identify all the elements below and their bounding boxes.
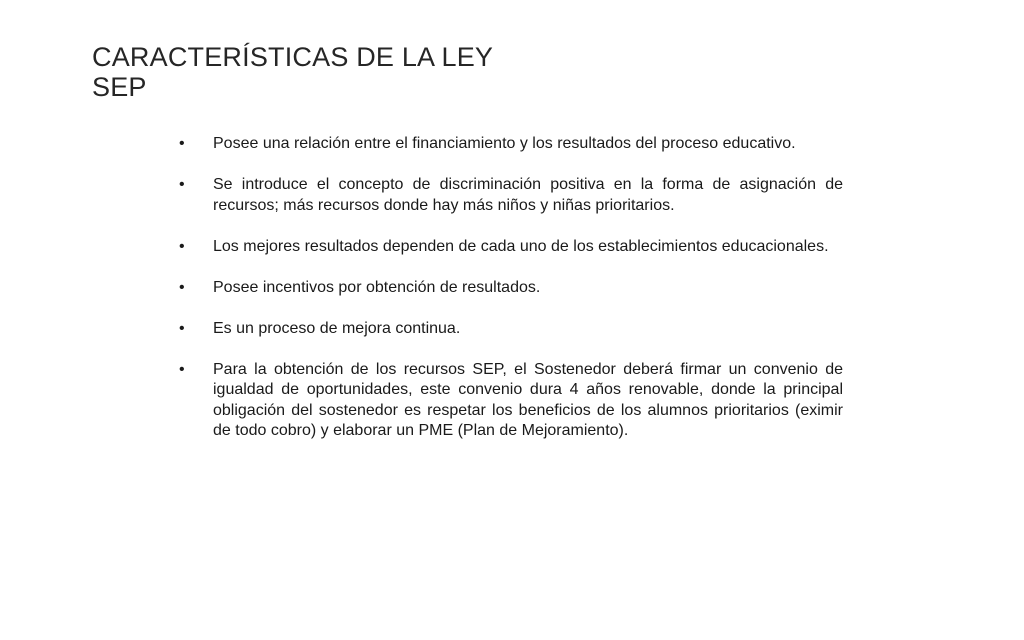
bullet-item xyxy=(179,134,843,155)
bullet-item xyxy=(179,360,843,442)
bullet-icon: • xyxy=(179,237,185,255)
bullet-icon: • xyxy=(179,278,185,296)
bullet-list xyxy=(179,134,843,442)
bullet-item xyxy=(179,319,843,340)
bullet-text: Se introduce el concepto de discriminación positiva en la forma de asignación de recursos; más recursos donde hay más niños y niñas prioritarios. xyxy=(213,176,843,214)
bullet-item xyxy=(179,175,843,216)
bullet-text: Los mejores resultados dependen de cada uno de los establecimientos educacionales. xyxy=(213,237,829,255)
bullet-text: Es un proceso de mejora continua. xyxy=(213,319,461,337)
slide-title-line-1: CARACTERÍSTICAS DE LA LEY xyxy=(92,42,494,72)
slide-title-line-2: SEP xyxy=(92,72,147,102)
bullet-icon: • xyxy=(179,176,185,193)
bullet-icon: • xyxy=(179,135,185,152)
slide-title xyxy=(92,42,552,102)
bullet-text: Para la obtención de los recursos SEP, el Sostenedor deberá firmar un convenio de igualdad de oportunidades, este convenio dura 4 años renovable, donde la principal obligación del sostenedor es respetar los beneficios de los alumnos prioritarios (eximir de todo cobro) y elaborar un PME (Plan de Mejoramiento). xyxy=(213,360,843,439)
bullet-text: Posee una relación entre el financiamiento y los resultados del proceso educativo. xyxy=(213,135,796,152)
bullet-text: Posee incentivos por obtención de resultados. xyxy=(213,278,541,296)
bullet-icon: • xyxy=(179,319,185,337)
bullet-icon: • xyxy=(179,360,185,378)
bullet-item xyxy=(179,278,843,299)
bullet-item xyxy=(179,237,843,258)
